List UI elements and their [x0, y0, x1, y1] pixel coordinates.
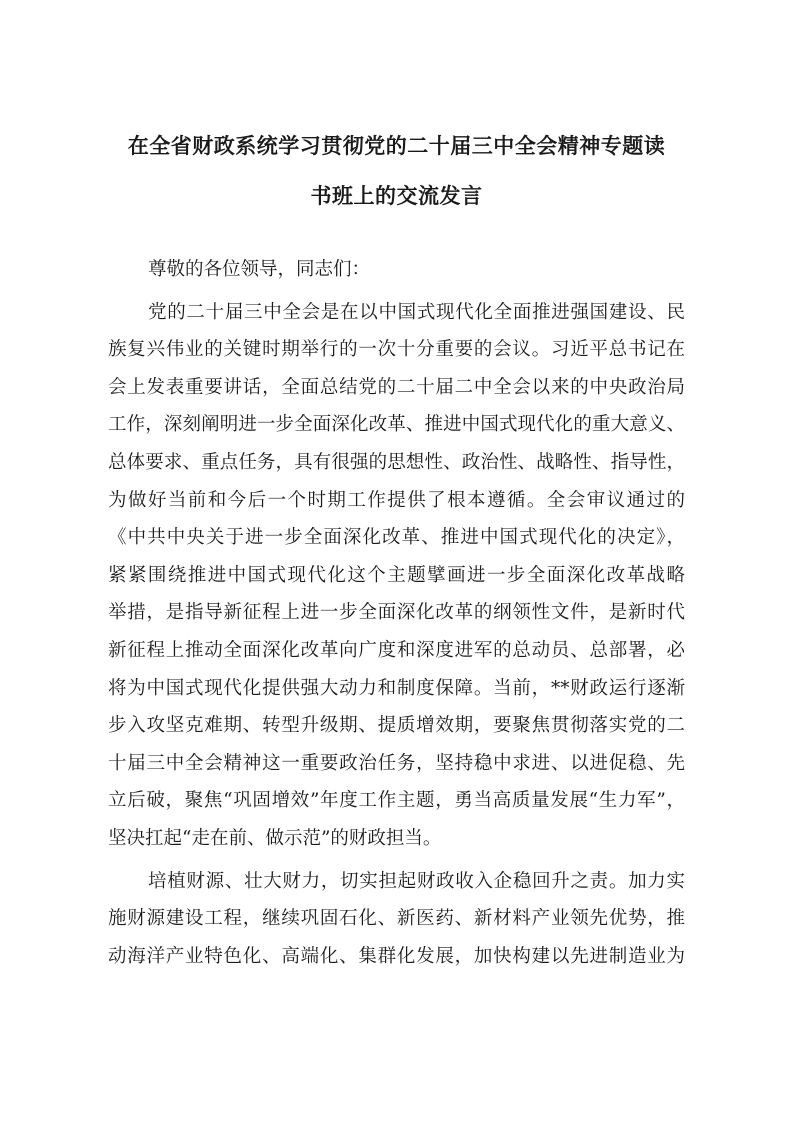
paragraph-line: 党的二十届三中全会是在以中国式现代化全面推进强国建设、民	[148, 301, 685, 323]
paragraphs	[108, 294, 685, 976]
paragraph-line: 动海洋产业特色化、高端化、集群化发展，加快构建以先进制造业为	[108, 945, 685, 967]
paragraph-line: 为做好当前和今后一个时期工作提供了根本遵循。全会审议通过的	[108, 489, 685, 511]
paragraph-line: 坚决扛起“走在前、做示范”的财政担当。	[108, 827, 442, 849]
paragraph-line: 族复兴伟业的关键时期举行的一次十分重要的会议。习近平总书记在	[108, 339, 685, 361]
paragraph-line: 立后破，聚焦“巩固增效”年度工作主题，勇当高质量发展“生力军”，	[108, 790, 685, 812]
paragraph	[108, 294, 685, 858]
paragraph-line: 紧紧围绕推进中国式现代化这个主题擘画进一步全面深化改革战略	[108, 564, 685, 586]
paragraph-line: 工作，深刻阐明进一步全面深化改革、推进中国式现代化的重大意义、	[108, 414, 685, 436]
salutation: 尊敬的各位领导，同志们：	[148, 259, 371, 280]
paragraph-line: 总体要求、重点任务，具有很强的思想性、政治性、战略性、指导性，	[108, 451, 685, 473]
paragraph-line: 举措，是指导新征程上进一步全面深化改革的纲领性文件，是新时代	[108, 602, 685, 624]
paragraph-line: 十届三中全会精神这一重要政治任务，坚持稳中求进、以进促稳、先	[108, 752, 685, 774]
paragraph-line: 新征程上推动全面深化改革向广度和深度进军的总动员、总部署，必	[108, 639, 685, 661]
paragraph-line: 《中共中央关于进一步全面深化改革、推进中国式现代化的决定》，	[108, 527, 685, 549]
document-title-line-1: 在全省财政系统学习贯彻党的二十届三中全会精神专题读	[127, 134, 666, 158]
paragraph-line: 施财源建设工程，继续巩固石化、新医药、新材料产业领先优势，推	[108, 908, 685, 930]
document-body	[108, 251, 685, 975]
document-title-line-2: 书班上的交流发言	[310, 184, 483, 208]
paragraph-line: 将为中国式现代化提供强大动力和制度保障。当前，**财政运行逐渐	[108, 677, 685, 699]
paragraph	[108, 863, 685, 976]
paragraph-line: 步入攻坚克难期、转型升级期、提质增效期，要聚焦贯彻落实党的二	[108, 715, 685, 737]
paragraph-line: 会上发表重要讲话，全面总结党的二十届二中全会以来的中央政治局	[108, 376, 685, 398]
paragraph-line: 培植财源、壮大财力，切实担起财政收入企稳回升之责。加力实	[148, 870, 685, 892]
